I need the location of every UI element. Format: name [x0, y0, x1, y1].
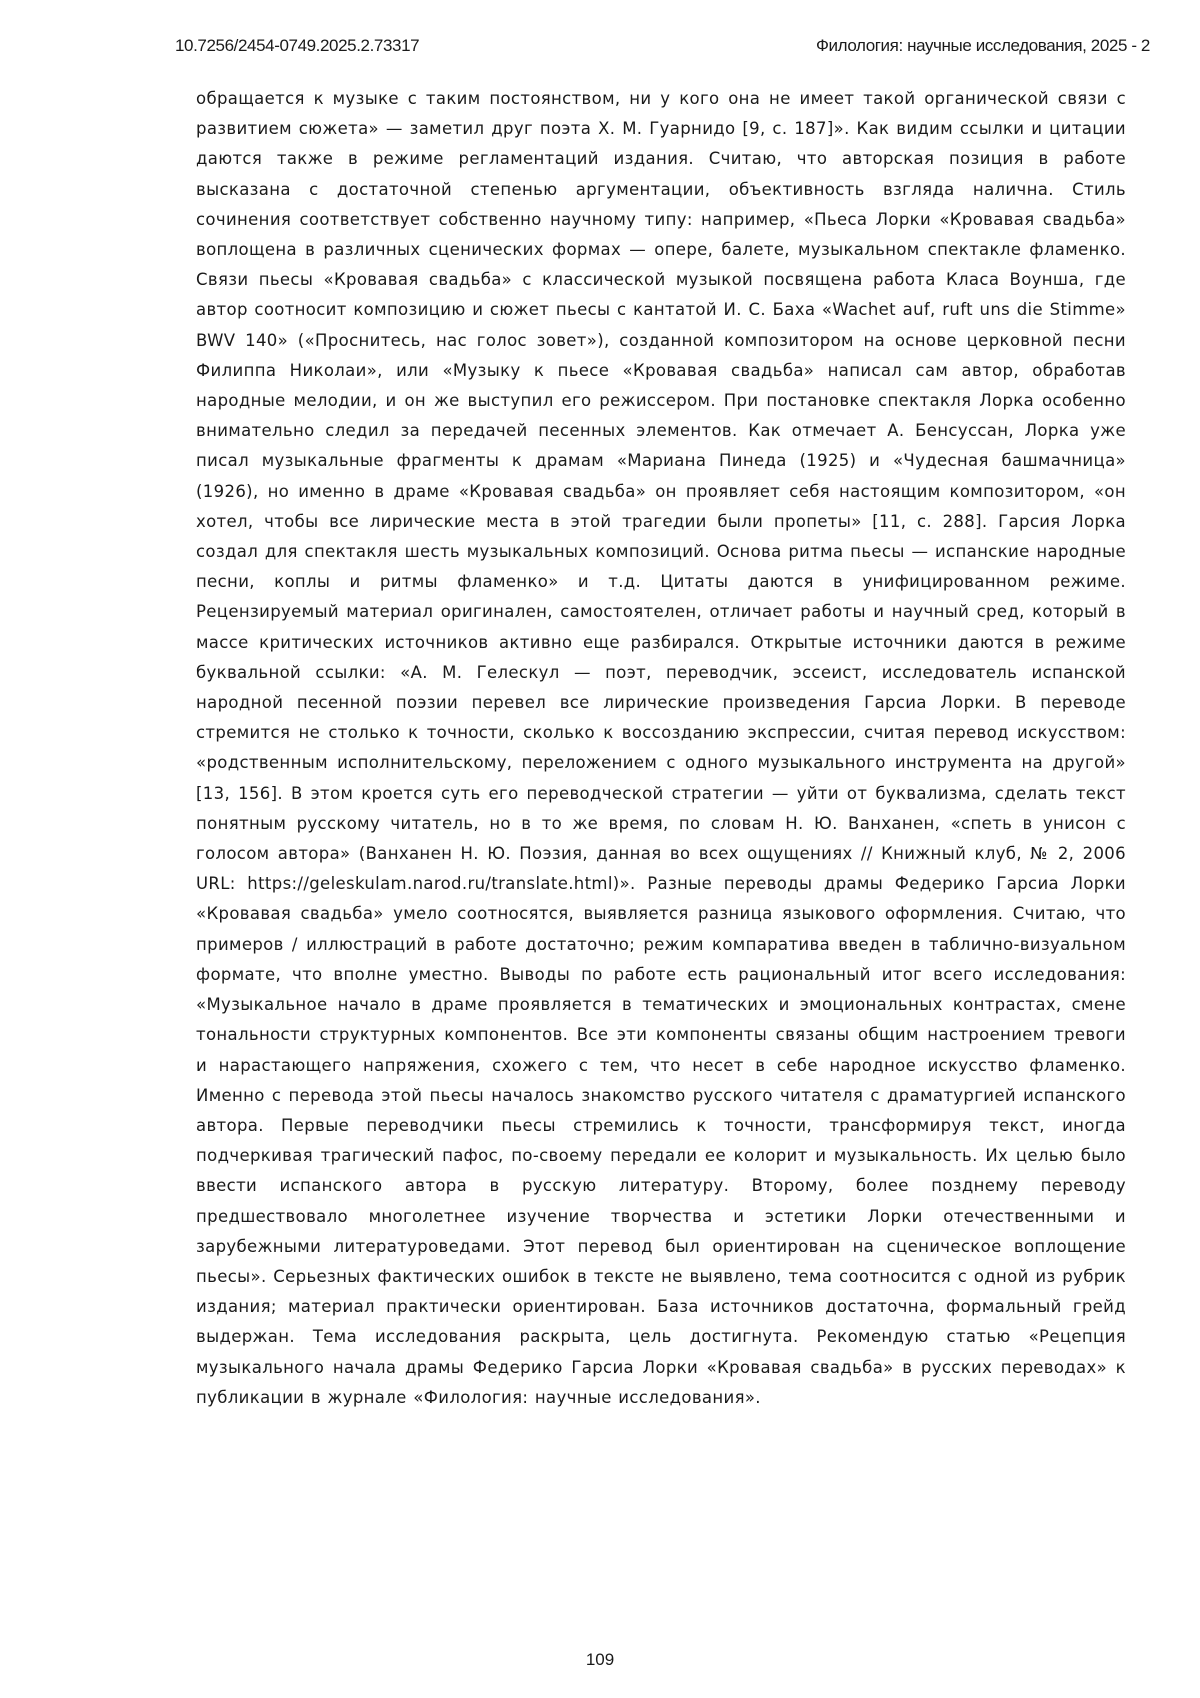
- doi-text: 10.7256/2454-0749.2025.2.73317: [175, 36, 420, 55]
- review-paragraph: обращается к музыке с таким постоянством, ни у кого она не имеет такой органической связи с развитием сюжета» — заметил друг поэта Х. М. Гуарнидо [9, с. 187]». Как видим ссылки и цитации даются также в режиме регламентаций издания. Считаю, что авторская позиция в работе высказана с достаточной степенью аргументации, объективность взгляда налична. Стиль сочинения соответствует собственно научному типу: например, «Пьеса Лорки «Кровавая свадьба» воплощена в различных сценических формах — опере, балете, музыкальном спектакле фламенко. Связи пьесы «Кровавая свадьба» с классической музыкой посвящена работа Класа Воунша, где автор соотносит композицию и сюжет пьесы с кантатой И. С. Баха «Wachet auf, ruft uns die Stimme» BWV 140» («Проснитесь, нас голос зовет»), созданной композитором на основе церковной песни Филиппа Николаи», или «Музыку к пьесе «Кровавая свадьба» написал сам автор, обработав народные мелодии, и он же выступил его режиссером. При постановке спектакля Лорка особенно внимательно следил за передачей песенных элементов. Как отмечает А. Бенсуссан, Лорка уже писал музыкальные фрагменты к драмам «Мариана Пинеда (1925) и «Чудесная башмачница» (1926), но именно в драме «Кровавая свадьба» он проявляет себя настоящим композитором, «он хотел, чтобы все лирические места в этой трагедии были пропеты» [11, с. 288]. Гарсия Лорка создал для спектакля шесть музыкальных композиций. Основа ритма пьесы — испанские народные песни, коплы и ритмы фламенко» и т.д. Цитаты даются в унифицированном режиме. Рецензируемый материал оригинален, самостоятелен, отличает работы и научный сред, который в массе критических источников активно еще разбирался. Открытые источники даются в режиме буквальной ссылки: «А. М. Гелескул — поэт, переводчик, эссеист, исследователь испанской народной песенной поэзии перевел все лирические произведения Гарсиа Лорки. В переводе стремится не столько к точности, сколько к воссозданию экспрессии, считая перевод искусством: «родственным исполнительскому, переложением с одного музыкального инструмента на другой» [13, 156]. В этом кроется суть его переводческой стратегии — уйти от буквализма, сделать текст понятным русскому читатель, но в то же время, по словам Н. Ю. Ванханен, «спеть в унисон с голосом автора» (Ванханен Н. Ю. Поэзия, данная во всех ощущениях // Книжный клуб, № 2, 2006 URL: https://geleskulam.narod.ru/translate.html)». Разные переводы драмы Федерико Гарсиа Лорки «Кровавая свадьба» умело соотносятся, выявляется разница языкового оформления. Считаю, что примеров / иллюстраций в работе достаточно; режим компаратива введен в таблично-визуальном формате, что вполне уместно. Выводы по работе есть рациональный итог всего исследования: «Музыкальное начало в драме проявляется в тематических и эмоциональных контрастах, смене тональности структурных компонентов. Все эти компоненты связаны общим настроением тревоги и нарастающего напряжения, схожего с тем, что несет в себе народное искусство фламенко. Именно с перевода этой пьесы началось знакомство русского читателя с драматургией испанского автора. Первые переводчики пьесы стремились к точности, трансформируя текст, иногда подчеркивая трагический пафос, по-своему передали ее колорит и музыкальность. Их целью было ввести испанского автора в русскую литературу. Второму, более позднему переводу предшествовало многолетнее изучение творчества и эстетики Лорки отечественными и зарубежными литературоведами. Этот перевод был ориентирован на сценическое воплощение пьесы». Серьезных фактических ошибок в тексте не выявлено, тема соотносится с одной из рубрик издания; материал практически ориентирован. База источников достаточна, формальный грейд выдержан. Тема исследования раскрыта, цель достигнута. Рекомендую статью «Рецепция музыкального начала драмы Федерико Гарсиа Лорки «Кровавая свадьба» в русских переводах» к публикации в журнале «Филология: научные исследования».: [196, 89, 1126, 1407]
- journal-issue-text: Филология: научные исследования, 2025 - 2: [815, 36, 1150, 55]
- page-header: [175, 36, 1150, 60]
- body-text: [196, 84, 1126, 1413]
- page-number: 109: [585, 1650, 615, 1669]
